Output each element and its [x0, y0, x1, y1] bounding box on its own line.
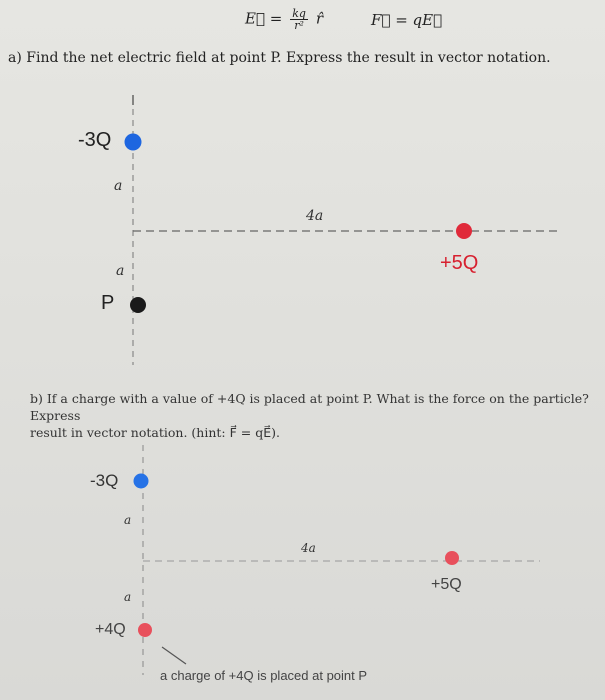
positive-charge-dot-a	[456, 223, 472, 239]
charge-label-minus3q-b: -3Q	[90, 471, 119, 490]
question-b	[30, 390, 605, 441]
annotation-note: a charge of +4Q is placed at point P	[160, 668, 368, 683]
e-field-denominator: r²	[294, 19, 304, 32]
charge-label-plus5q-b: +5Q	[431, 576, 462, 593]
distance-4a-b: 4a	[301, 541, 316, 555]
distance-4a-a: 4a	[306, 208, 324, 224]
formula-header	[245, 8, 442, 31]
question-b-line1: b) If a charge with a value of +4Q is placed at point P. What is the force on the particle? Express	[30, 391, 589, 423]
charge-label-plus4q-b: +4Q	[95, 621, 126, 638]
negative-charge-dot-a	[125, 134, 142, 151]
question-b-line2: result in vector notation. (hint: F⃗ = qE⃗).	[30, 425, 280, 440]
distance-a-upper-a: a	[114, 178, 123, 194]
e-field-numerator: kq	[292, 7, 306, 20]
distance-a-lower-b: a	[124, 590, 132, 604]
e-field-unit-vector: r̂	[315, 9, 324, 28]
electric-field-formula	[245, 8, 323, 31]
point-p-charge-dot-b	[138, 623, 152, 637]
e-field-lhs: E⃗ =	[245, 9, 283, 28]
distance-a-lower-a: a	[116, 263, 125, 279]
negative-charge-dot-b	[134, 474, 149, 489]
point-p-label-a: P	[101, 292, 115, 314]
question-a: a) Find the net electric field at point P. Express the result in vector notation.	[8, 50, 551, 66]
force-formula: F⃗ = qE⃗	[371, 10, 443, 29]
charge-label-plus5q-a: +5Q	[440, 252, 479, 274]
e-field-fraction	[290, 8, 308, 31]
note-pointer-line	[162, 647, 186, 664]
positive-charge-dot-b	[445, 551, 459, 565]
distance-a-upper-b: a	[124, 513, 132, 527]
charge-label-minus3q-a: -3Q	[78, 129, 112, 151]
diagram-a	[0, 80, 605, 380]
point-p-dot-a	[130, 297, 146, 313]
